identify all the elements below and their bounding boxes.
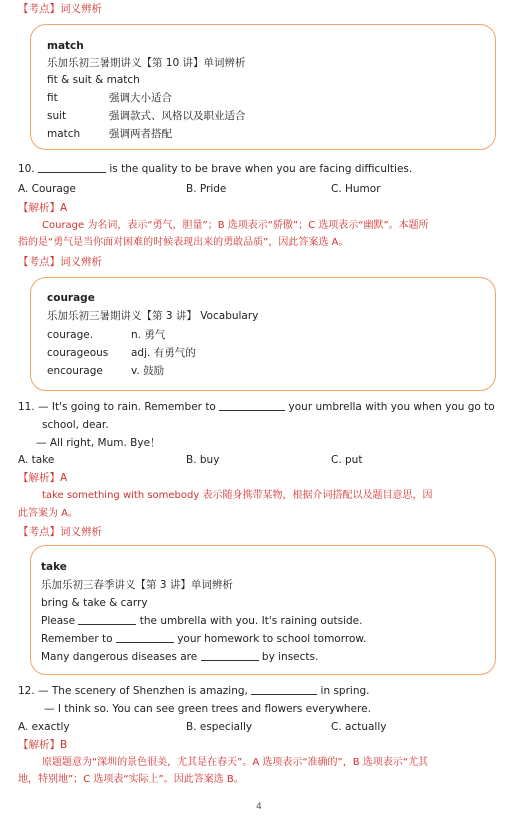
answer-tag: 【解析】B <box>18 739 68 751</box>
answer-blank <box>78 614 136 625</box>
explanation-line-2: 地，特别地”；C 选项表“实际上”。因此答案选 B。 <box>18 774 244 785</box>
box-title: match <box>47 40 84 52</box>
option-b: B. especially <box>186 721 253 733</box>
explanation-line-2: 此答案为 A。 <box>18 508 79 519</box>
kaodian-tag: 【考点】词义辨析 <box>18 526 102 538</box>
option-a: A. exactly <box>18 721 70 733</box>
question-line-1a: — It's going to rain. Remember to <box>38 401 220 413</box>
question-10 <box>18 162 412 176</box>
meaning-courage: n. 勇气 <box>131 329 166 341</box>
kaodian-tag-top: 【考点】词义辨析 <box>18 3 102 15</box>
meaning-fit: 强调大小适合 <box>109 92 172 104</box>
question-line-1b: your umbrella with you when you go to <box>285 401 495 413</box>
question-number: 11. <box>18 401 35 413</box>
answer-blank <box>38 162 106 173</box>
example-sentence-3: Many dangerous diseases are by insects. <box>41 651 319 663</box>
word-encourage: encourage <box>47 365 103 377</box>
option-a: A. Courage <box>18 183 76 195</box>
option-b: B. buy <box>186 454 220 466</box>
kaodian-tag: 【考点】词义辨析 <box>18 256 102 268</box>
box-title: courage <box>47 292 95 304</box>
meaning-suit: 强调款式、风格以及职业适合 <box>109 110 246 122</box>
vocab-box-take <box>30 545 496 675</box>
answer-tag: 【解析】A <box>18 472 68 484</box>
question-number: 10. <box>18 163 35 175</box>
explanation-line-2: 指的是“勇气是当你面对困难的时候表现出来的勇敢品质”，因此答案选 A。 <box>18 237 349 248</box>
question-line-2: school, dear. <box>42 419 109 431</box>
option-c: C. put <box>331 454 363 466</box>
answer-blank <box>116 632 174 643</box>
option-c: C. actually <box>331 721 387 733</box>
box-source: 乐加乐初三春季讲义【第 3 讲】单词辨析 <box>41 579 233 591</box>
word-fit: fit <box>47 92 58 104</box>
meaning-match: 强调两者搭配 <box>109 128 172 140</box>
example-sentence-1: Please the umbrella with you. It's raining outside. <box>41 615 363 627</box>
explanation-line-1: 原题题意为“深圳的景色很美，尤其是在春天”。A 选项表示“准确的”，B 选项表示“尤其 <box>42 757 428 768</box>
vocab-box-courage <box>30 277 496 391</box>
meaning-encourage: v. 鼓励 <box>131 365 165 377</box>
question-line-1b: in spring. <box>317 685 370 697</box>
page-number: 4 <box>256 802 262 812</box>
word-courage: courage. <box>47 329 94 341</box>
word-courageous: courageous <box>47 347 109 359</box>
answer-blank <box>219 400 285 411</box>
option-b: B. Pride <box>186 183 227 195</box>
question-12 <box>18 684 369 698</box>
option-c: C. Humor <box>331 183 381 195</box>
question-line-3: — All right, Mum. Bye！ <box>36 437 161 449</box>
box-source: 乐加乐初三暑期讲义【第 10 讲】单词辨析 <box>47 57 246 69</box>
question-stem: is the quality to be brave when you are facing difficulties. <box>106 163 413 175</box>
answer-blank <box>251 684 317 695</box>
option-a: A. take <box>18 454 55 466</box>
explanation-line-1: Courage 为名词，表示“勇气，胆量”；B 选项表示“骄傲”；C 选项表示“幽默”。本题所 <box>42 220 429 231</box>
box-subtitle: bring & take & carry <box>41 597 148 609</box>
question-line-2: — I think so. You can see green trees and flowers everywhere. <box>44 703 371 715</box>
word-suit: suit <box>47 110 67 122</box>
answer-blank <box>201 650 259 661</box>
answer-tag: 【解析】A <box>18 202 68 214</box>
box-subtitle: fit & suit & match <box>47 74 140 86</box>
vocab-box-match <box>30 24 496 150</box>
explanation-line-1: take something with somebody 表示随身携带某物，根据介词搭配以及题目意思，因 <box>42 490 433 501</box>
word-match: match <box>47 128 81 140</box>
question-number: 12. <box>18 685 35 697</box>
question-line-1a: — The scenery of Shenzhen is amazing, <box>38 685 252 697</box>
example-sentence-2: Remember to your homework to school tomorrow. <box>41 633 367 645</box>
box-source: 乐加乐初三暑期讲义【第 3 讲】 Vocabulary <box>47 310 259 322</box>
meaning-courageous: adj. 有勇气的 <box>131 347 196 359</box>
question-11 <box>18 400 495 414</box>
box-title: take <box>41 561 67 573</box>
